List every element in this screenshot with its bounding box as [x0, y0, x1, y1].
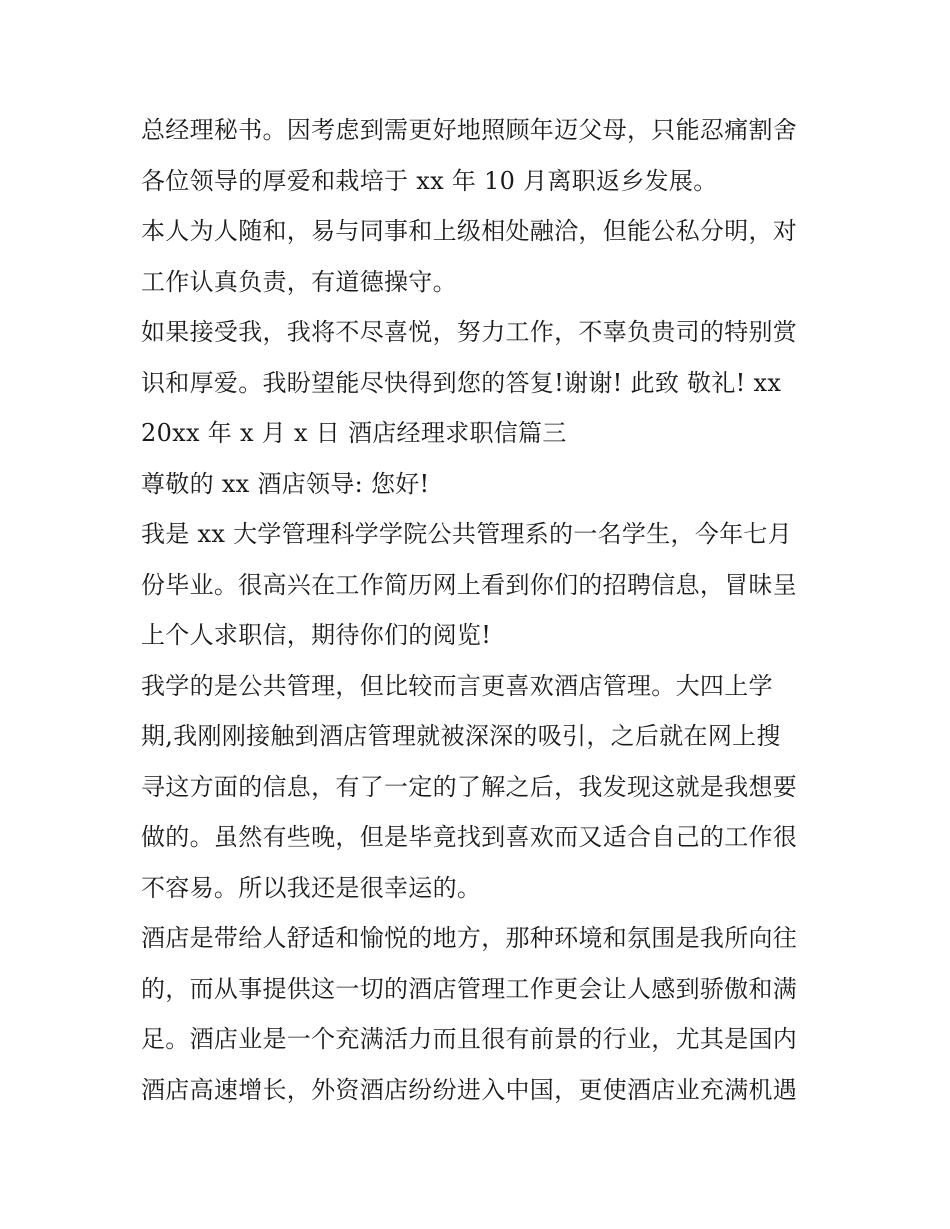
text-line: 尊敬的 xx 酒店领导: 您好!	[141, 469, 430, 498]
text-line: 寻这方面的信息，有了一定的了解之后，我发现这就是我想要	[141, 772, 798, 801]
text-line: 期,我刚刚接触到酒店管理就被深深的吸引，之后就在网上搜	[141, 722, 781, 750]
text-line: 如果接受我，我将不尽喜悦，努力工作，不辜负贵司的特别赏	[141, 318, 798, 346]
text-line: 酒店高速增长，外资酒店纷纷进入中国，更使酒店业充满机遇	[141, 1075, 798, 1104]
text-line: 足。酒店业是一个充满活力而且很有前景的行业，尤其是国内	[141, 1025, 798, 1053]
text-line: 识和厚爱。我盼望能尽快得到您的答复!谢谢! 此致 敬礼! xx	[141, 368, 782, 397]
text-line: 不容易。所以我还是很幸运的。	[141, 873, 482, 902]
text-line: 工作认真负责，有道德操守。	[141, 267, 457, 296]
text-line: 份毕业。很高兴在工作简历网上看到你们的招聘信息，冒昧呈	[141, 570, 798, 599]
text-line: 20xx 年 x 月 x 日 酒店经理求职信篇三	[141, 419, 567, 447]
text-line: 本人为人随和，易与同事和上级相处融洽，但能公私分明，对	[141, 217, 798, 245]
text-line: 我是 xx 大学管理科学学院公共管理系的一名学生，今年七月	[141, 520, 793, 548]
text-line: 各位领导的厚爱和栽培于 xx 年 10 月离职返乡发展。	[141, 166, 718, 195]
text-line: 的，而从事提供这一切的酒店管理工作更会让人感到骄傲和满	[141, 974, 798, 1003]
text-line: 酒店是带给人舒适和愉悦的地方，那种环境和氛围是我所向往	[141, 924, 798, 952]
text-line: 做的。虽然有些晚，但是毕竟找到喜欢而又适合自己的工作很	[141, 823, 798, 851]
text-line: 我学的是公共管理，但比较而言更喜欢酒店管理。大四上学	[141, 671, 773, 700]
text-line: 总经理秘书。因考虑到需更好地照顾年迈父母，只能忍痛割舍	[141, 116, 798, 144]
document-body	[141, 105, 821, 1115]
text-line: 上个人求职信，期待你们的阅览!	[141, 621, 492, 649]
